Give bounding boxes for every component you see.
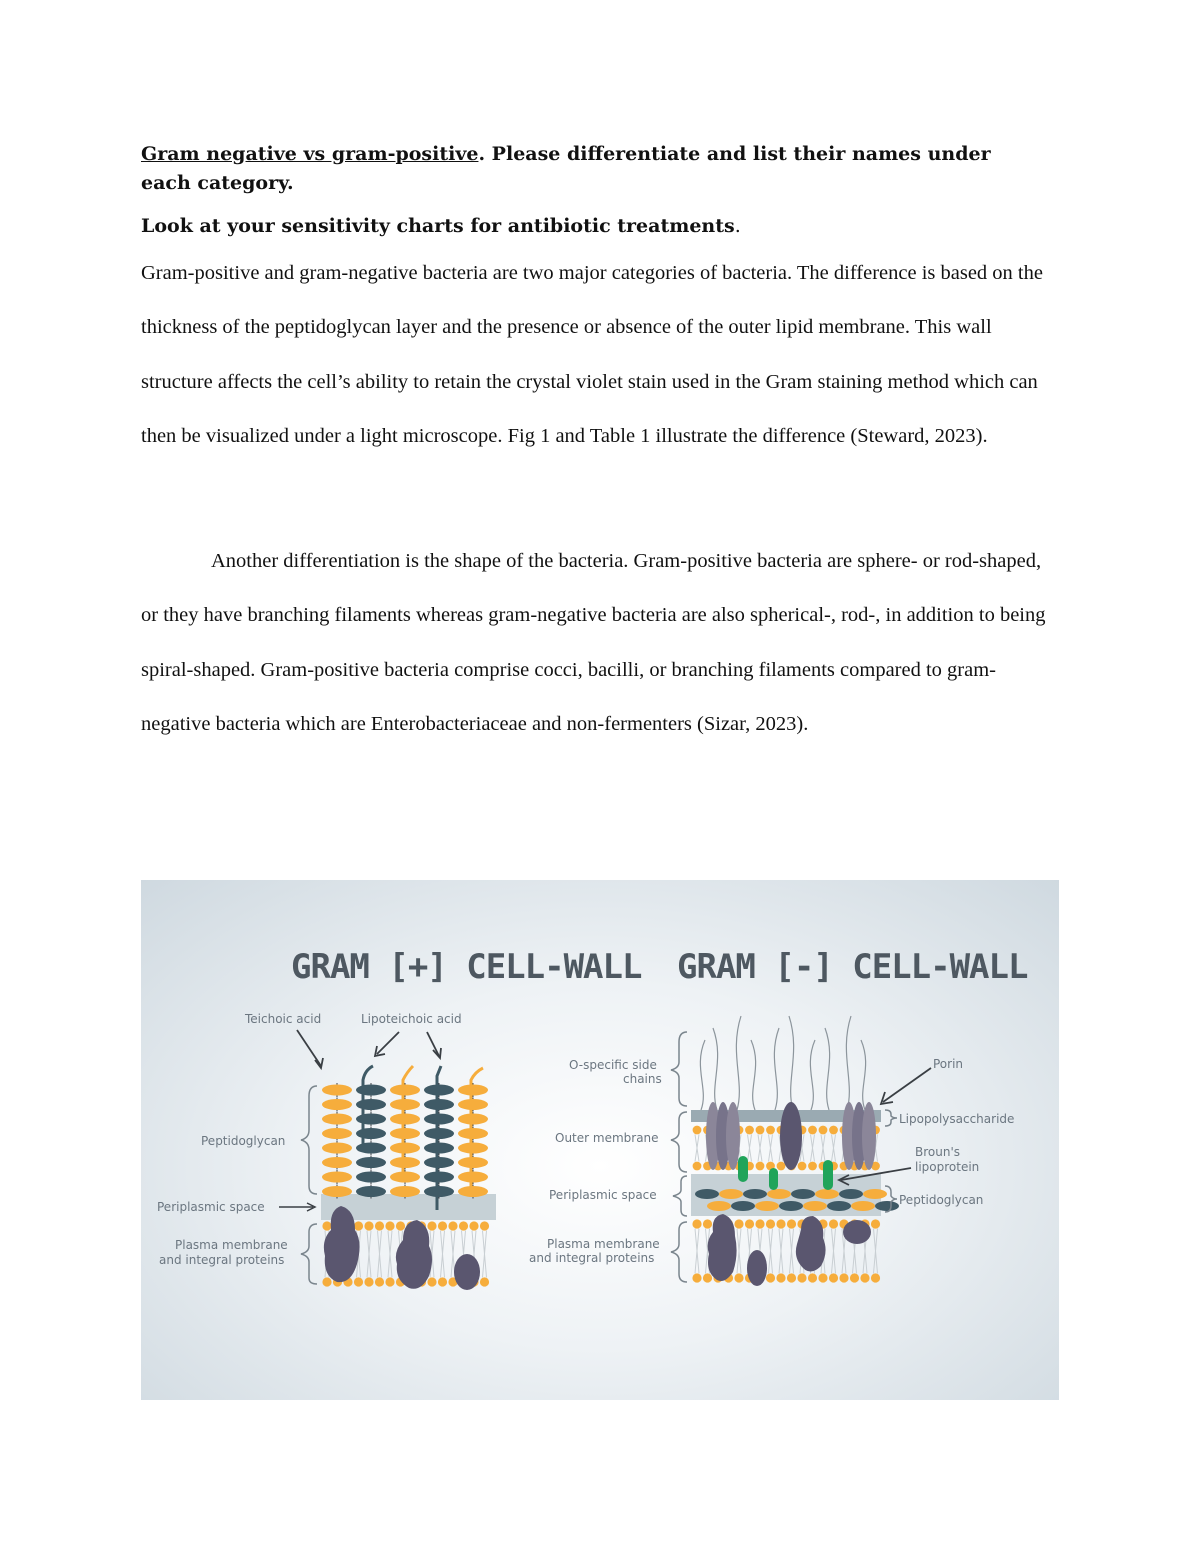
gn-plasma-lipid-head: [860, 1273, 869, 1282]
gn-outer-lipid-head: [777, 1162, 786, 1171]
gn-periplasm-bracket: [673, 1176, 687, 1216]
gp-pepti-unit: [458, 1172, 488, 1183]
gp-plasma-label-2: and integral proteins: [159, 1253, 285, 1267]
gn-plasma-bracket: [671, 1222, 687, 1282]
gp-pepti-unit: [458, 1099, 488, 1110]
gn-outer-lipid-head: [693, 1126, 702, 1135]
gn-plasma-lipid-head: [787, 1219, 796, 1228]
gp-lipid-head: [427, 1221, 436, 1230]
gn-plasma-lipid-head: [703, 1219, 712, 1228]
paragraph-2: Another differentiation is the shape of the bacteria. Gram-positive bacteria are sphere- or rod-shaped, or they have branching filaments whereas gram-negative bacteria are also spherical-, rod-, in addition to being spiral-shaped. Gram-positive bacteria comprise cocci, bacilli, or branching filaments compared to gram-negative bacteria which are Enterobacteriaceae and non-fermenters (Sizar, 2023).: [141, 550, 1046, 736]
gp-lipid-head: [364, 1221, 373, 1230]
gp-lipid-head: [375, 1277, 384, 1286]
gp-pepti-unit: [390, 1143, 420, 1154]
gn-pepti-unit: [815, 1189, 839, 1199]
gn-plasma-lipid-head: [871, 1273, 880, 1282]
o-chain: [789, 1016, 794, 1110]
cell-wall-figure: [141, 880, 1059, 1400]
gn-o-specific-chains: [700, 1016, 865, 1110]
gn-plasma-lipid-head: [776, 1219, 785, 1228]
gp-pepti-unit: [322, 1157, 352, 1168]
gn-plasma-lipid-head: [692, 1219, 701, 1228]
gp-pepti-unit: [390, 1085, 420, 1096]
o-specific-label-1: O-specific side: [569, 1058, 657, 1072]
gn-plasma-lipid-head: [776, 1273, 785, 1282]
gn-pepti-unit: [719, 1189, 743, 1199]
gn-plasma-lipid-head: [734, 1273, 743, 1282]
gn-pepti-unit: [851, 1201, 875, 1211]
porin-2: [842, 1102, 876, 1170]
o-chain: [846, 1016, 851, 1110]
gp-peptidoglycan-label: Peptidoglycan: [201, 1134, 286, 1148]
porin-label: Porin: [933, 1057, 964, 1071]
gp-pepti-unit: [458, 1157, 488, 1168]
gp-pepti-unit: [390, 1128, 420, 1139]
page-subtitle: [141, 212, 1041, 241]
gram-negative-title: GRAM [-] CELL-WALL: [677, 947, 1028, 987]
gram-positive-title: GRAM [+] CELL-WALL: [291, 947, 642, 987]
brouns-lipoprotein-1: [738, 1156, 748, 1182]
gn-outer-lipid-head: [819, 1126, 828, 1135]
gp-pepti-unit: [356, 1128, 386, 1139]
gn-outer-lipid-head: [798, 1162, 807, 1171]
brouns-lipoprotein-3: [823, 1160, 833, 1190]
o-chain: [774, 1028, 779, 1110]
gp-lipid-head: [469, 1221, 478, 1230]
gp-lipid-head: [480, 1221, 489, 1230]
gp-periplasmic-label: Periplasmic space: [157, 1200, 265, 1214]
gn-plasma-lipid-head: [734, 1219, 743, 1228]
lipoteichoic-label: Lipoteichoic acid: [361, 1012, 462, 1026]
outer-membrane-protein: [780, 1102, 802, 1170]
gn-plasma-lipid-head: [839, 1273, 848, 1282]
gn-outer-lipid-head: [829, 1126, 838, 1135]
gp-pepti-unit: [390, 1172, 420, 1183]
gn-outer-lipid-head: [808, 1162, 817, 1171]
gn-plasma-lipid-head: [692, 1273, 701, 1282]
subtitle-tail: .: [734, 215, 741, 237]
brouns-label-1: Broun's: [915, 1145, 961, 1159]
gp-plasma-label-1: Plasma membrane: [175, 1238, 288, 1252]
gp-pepti-unit: [458, 1143, 488, 1154]
gp-pepti-unit: [356, 1099, 386, 1110]
gp-pepti-unit: [356, 1157, 386, 1168]
subtitle-bold: Look at your sensitivity charts for antibiotic treatments: [141, 215, 735, 237]
gn-pepti-unit: [875, 1201, 899, 1211]
gp-lipid-head: [427, 1277, 436, 1286]
gp-pepti-unit: [424, 1114, 454, 1125]
o-chain: [713, 1028, 718, 1110]
gn-periplasmic-label: Periplasmic space: [549, 1188, 657, 1202]
gn-peptidoglycan-label: Peptidoglycan: [899, 1193, 984, 1207]
gp-lipid-head: [375, 1221, 384, 1230]
gn-outer-bracket: [671, 1112, 687, 1172]
gp-lipid-head: [322, 1277, 331, 1286]
gn-plasma-lipid-head: [766, 1273, 775, 1282]
gp-lipid-head: [385, 1221, 394, 1230]
lipoteichoic-arrow-1: [377, 1032, 399, 1054]
teichoic-arrow: [297, 1030, 321, 1066]
gp-pepti-bracket: [301, 1086, 317, 1194]
gp-peptidoglycan-layer: [322, 1083, 488, 1199]
gn-plasma-lipid-head: [703, 1273, 712, 1282]
gn-plasma-lipid-head: [808, 1273, 817, 1282]
outer-membrane-label: Outer membrane: [555, 1131, 659, 1145]
gn-plasma-lipid-head: [766, 1219, 775, 1228]
brouns-label-2: lipoprotein: [915, 1160, 980, 1174]
gp-pepti-unit: [322, 1186, 352, 1197]
title-underlined: Gram negative vs gram-positive: [141, 143, 479, 165]
gn-outer-lipid-head: [693, 1162, 702, 1171]
o-chain: [751, 1040, 756, 1110]
gp-pepti-unit: [458, 1114, 488, 1125]
o-chain: [736, 1016, 741, 1110]
gp-protein-3: [454, 1254, 480, 1290]
gp-pepti-unit: [390, 1114, 420, 1125]
gn-pepti-unit: [731, 1201, 755, 1211]
o-chain: [810, 1040, 815, 1110]
gp-pepti-unit: [424, 1085, 454, 1096]
gp-pepti-unit: [424, 1157, 454, 1168]
gn-pepti-unit: [839, 1189, 863, 1199]
o-chain: [700, 1040, 705, 1110]
gp-pepti-unit: [356, 1172, 386, 1183]
gp-pepti-unit: [424, 1099, 454, 1110]
gn-chains-bracket: [671, 1032, 687, 1106]
gn-plasma-lipid-head: [850, 1273, 859, 1282]
teichoic-label: Teichoic acid: [245, 1012, 322, 1026]
gn-outer-lipid-head: [756, 1162, 765, 1171]
gn-plasma-lipid-head: [797, 1273, 806, 1282]
page-title: [141, 140, 1041, 198]
gp-lipid-head: [459, 1221, 468, 1230]
gn-protein-4: [843, 1220, 871, 1244]
title-rest: . Please differentiate and list their names under each category.: [141, 143, 991, 194]
gp-pepti-unit: [322, 1099, 352, 1110]
gn-protein-2: [747, 1250, 767, 1286]
gn-pepti-unit: [767, 1189, 791, 1199]
heading-block: [141, 140, 1041, 241]
gp-lipid-head: [364, 1277, 373, 1286]
lipoteichoic-arrow-2: [427, 1032, 439, 1056]
gp-lipid-head: [354, 1221, 363, 1230]
gn-pepti-unit: [707, 1201, 731, 1211]
gp-pepti-unit: [424, 1143, 454, 1154]
gp-lipid-head: [438, 1221, 447, 1230]
gp-lipid-head: [396, 1221, 405, 1230]
gn-plasma-lipid-head: [745, 1219, 754, 1228]
gp-pepti-unit: [322, 1114, 352, 1125]
gp-lipid-head: [448, 1221, 457, 1230]
brouns-lipoprotein-2: [769, 1168, 778, 1190]
gp-pepti-unit: [458, 1085, 488, 1096]
gp-pepti-unit: [390, 1186, 420, 1197]
gn-plasma-lipid-head: [818, 1273, 827, 1282]
gn-plasma-lipid-head: [755, 1219, 764, 1228]
gp-pepti-unit: [458, 1186, 488, 1197]
gn-outer-lipid-head: [808, 1126, 817, 1135]
gp-pepti-unit: [458, 1128, 488, 1139]
gp-pepti-unit: [356, 1085, 386, 1096]
gn-pepti-unit: [803, 1201, 827, 1211]
gn-outer-lipid-head: [756, 1126, 765, 1135]
o-specific-label-2: chains: [623, 1072, 662, 1086]
gp-lipid-head: [438, 1277, 447, 1286]
gn-pepti-unit: [791, 1189, 815, 1199]
gp-pepti-unit: [390, 1099, 420, 1110]
paragraph-1: Gram-positive and gram-negative bacteria are two major categories of bacteria. The difference is based on the thickness of the peptidoglycan layer and the presence or absence of the outer lipid membrane. This wall structure affects the cell’s ability to retain the crystal violet stain used in the Gram staining method which can then be visualized under a light microscope. Fig 1 and Table 1 illustrate the difference (Steward, 2023).: [141, 262, 1043, 448]
gn-plasma-lipid-head: [829, 1219, 838, 1228]
gp-pepti-unit: [424, 1128, 454, 1139]
o-chain: [825, 1028, 830, 1110]
gp-pepti-unit: [390, 1157, 420, 1168]
porin-1: [706, 1102, 740, 1170]
gp-lipid-head: [480, 1277, 489, 1286]
gn-pepti-unit: [863, 1189, 887, 1199]
gp-pepti-unit: [356, 1186, 386, 1197]
lps-label: Lipopolysaccharide: [899, 1112, 1015, 1126]
gn-pepti-unit: [827, 1201, 851, 1211]
gp-pepti-unit: [356, 1143, 386, 1154]
gram-positive-diagram: [157, 1012, 496, 1290]
gram-negative-diagram: [529, 1016, 1014, 1286]
gp-lipid-head: [354, 1277, 363, 1286]
gp-pepti-unit: [322, 1172, 352, 1183]
gp-pepti-unit: [322, 1085, 352, 1096]
gn-plasma-label-1: Plasma membrane: [547, 1237, 660, 1251]
gn-outer-lipid-head: [766, 1126, 775, 1135]
gn-plasma-lipid-head: [871, 1219, 880, 1228]
porin-arrow: [883, 1068, 931, 1102]
gn-pepti-unit: [695, 1189, 719, 1199]
gp-pepti-unit: [356, 1114, 386, 1125]
gp-pepti-unit: [322, 1128, 352, 1139]
gp-lipid-head: [385, 1277, 394, 1286]
gn-plasma-lipid-head: [787, 1273, 796, 1282]
o-chain: [861, 1040, 866, 1110]
gn-outer-lipid-head: [745, 1126, 754, 1135]
gp-pepti-unit: [322, 1143, 352, 1154]
lps-bracket: [885, 1110, 897, 1126]
gn-pepti-unit: [755, 1201, 779, 1211]
gn-pepti-unit: [779, 1201, 803, 1211]
gn-plasma-label-2: and integral proteins: [529, 1251, 655, 1265]
gn-pepti-unit: [743, 1189, 767, 1199]
gn-plasma-lipid-head: [829, 1273, 838, 1282]
gp-plasma-bracket: [301, 1224, 317, 1284]
gp-pepti-unit: [424, 1186, 454, 1197]
gp-lipid-head: [322, 1221, 331, 1230]
gp-pepti-unit: [424, 1172, 454, 1183]
